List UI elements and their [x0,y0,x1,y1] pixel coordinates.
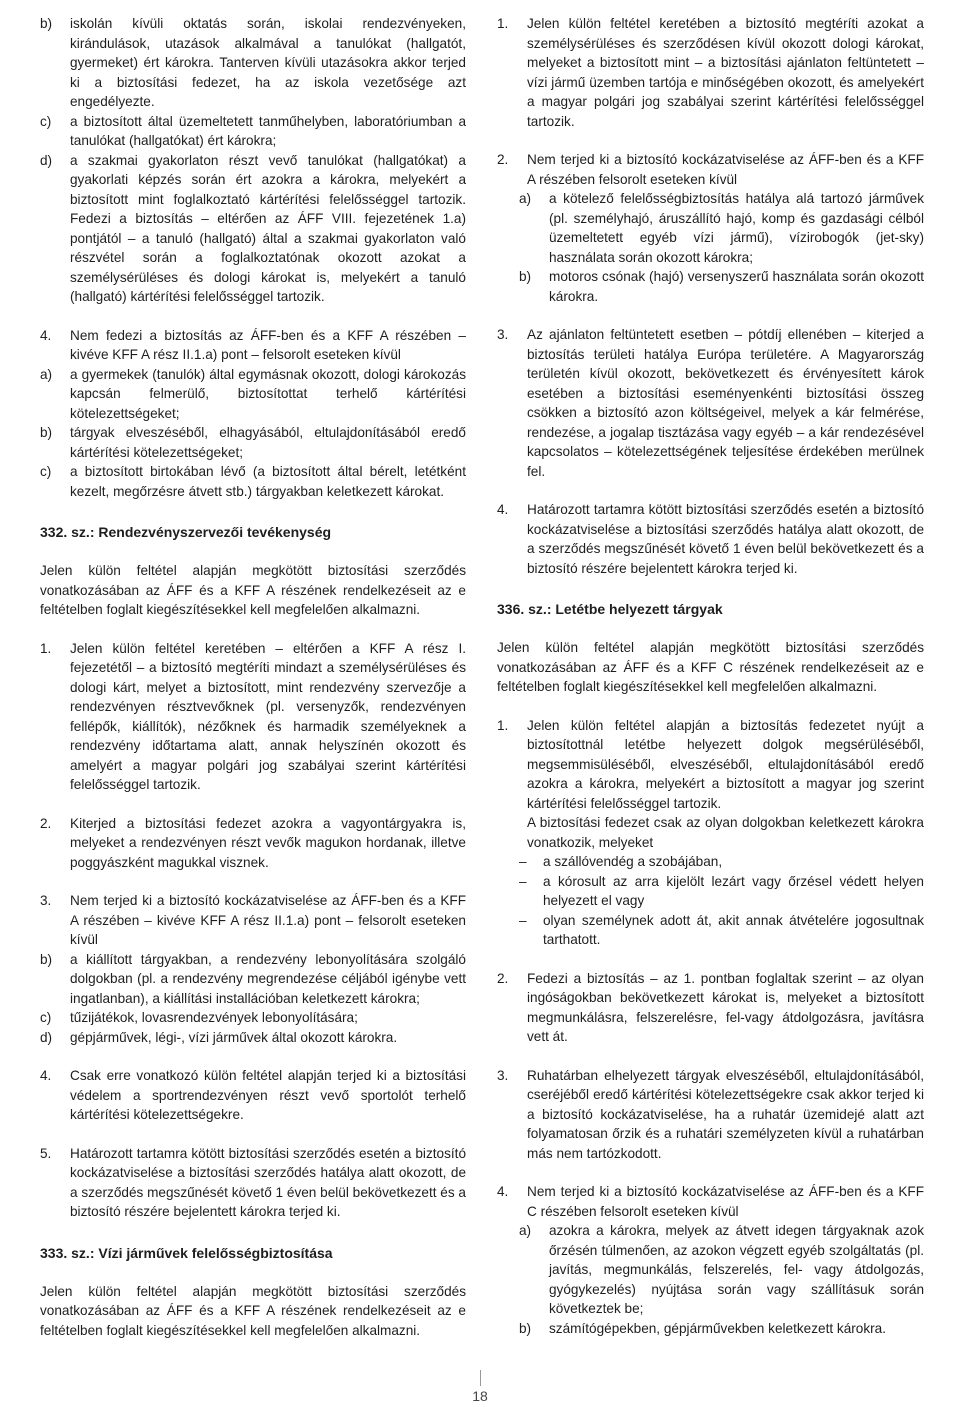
item-label: 4. [497,502,509,517]
list-item [40,151,466,307]
item-label: 2. [497,970,509,986]
item-text: gépjárművek, légi-, vízi járművek által okozott károkra. [70,1029,398,1045]
item-label: 5. [40,1145,52,1161]
item-text: tűzijátékok, lovasrendezvények lebonyolítására; [70,1010,358,1025]
item-label: b) [40,16,53,31]
item-label: 3. [40,893,52,908]
item-label: a) [519,191,532,206]
item-label: c) [40,464,52,479]
item-label: b) [519,269,532,284]
item-text: a szakmai gyakorlaton részt vevő tanulókat (hallgatókat) a gyakorlati képzés során ért azokra a károkra, melyekért a biztosított mint foglalkoztató kártérítési felelősséggel tartozik. Fedezi a biztosítás – eltérően az ÁFF VIII. fejezetének 1.a) pontjától – a tanuló (hallgató) által a szakmai gyakorlaton való részvétel során a foglalkoztatónak okozott azokat a személysérüléses és dologi károkat is, melyekért a tanuló (hallgató) kártérítési felelősséggel tartozik. [70,152,466,304]
list-item [40,423,466,462]
item-text: Csak erre vonatkozó külön feltétel alapján terjed ki a biztosítási védelem a sportrendezvényen részt vevő sportolót terhelő kártérítési kötelezettségekre. [70,1068,466,1122]
section-heading-332: 332. sz.: Rendezvényszervezői tevékenység [40,524,332,540]
item-text: a biztosított által üzemeltetett tanműhelyben, laboratóriumban a tanulókat (hallgatókat) ért károkra; [70,113,466,148]
item-label: 4. [497,1184,509,1199]
item-text: a kiállított tárgyakban, a rendezvény lebonyolítására szolgáló dolgokban (pl. a rendezvény megrendezése céljából igénybe vett ingatlanban), a kiállítási installációban keletkezett károkra; [70,951,466,1006]
list-item [497,14,924,131]
section-intro-333: Jelen külön feltétel alapján megkötött biztosítási szerződés vonatkozásában az ÁFF és a KFF A részének rendelkezéseit az e feltételben foglalt kiegészítésekkel kell megfelelően alkalmazni. [40,1283,466,1338]
dash-item [497,872,924,911]
item-text: Határozott tartamra kötött biztosítási szerződés esetén a biztosító kockázatviselése a biztosítási szerződés hatálya alatt okozott, de a szerződés megszűnését követő 1 éven belül bekövetkezett és a biztosító részére bejelentett károkra terjed ki. [70,1145,466,1219]
item-text: tárgyak elveszéséből, elhagyásából, eltulajdonításából eredő kártérítési kötelezettségeket; [70,425,466,460]
list-item [40,1144,466,1222]
item-text: Az ajánlaton feltüntetett esetben – pótdíj ellenében – kiterjed a biztosítás területi hatálya Európa területére. A Magyarország területén kívül okozott, bekövetkezett és érvényesített károk esetében a biztosítási eseményenkénti biztosítási összeg csökken a biztosító azon költségeivel, melyek a kár felmérése, rendezése, a jogalap tisztázása vagy egyéb – a kár rendezésével kapcsolatos – kötelezettségének teljesítése érdekében merülnek fel. [527,327,924,479]
right-column [497,14,924,1338]
item-text: olyan személynek adott át, akit annak átvételére jogosultnak tarthatott. [543,912,924,947]
item-text: Határozott tartamra kötött biztosítási szerződés esetén a biztosító kockázatviselése a biztosítási szerződés hatálya alatt okozott, de a szerződés megszűnését követő 1 éven belül bekövetkezett és a biztosító részére bejelentett károkra terjed ki. [527,502,924,576]
dash-label: – [519,912,527,928]
item-label: a) [40,366,53,382]
item-label: 3. [497,327,509,342]
item-text: a kötelező felelősségbiztosítás hatálya alá tartozó járművek (pl. személyhajó, áruszállító hajó, komp és gazdasági célból üzemeltetett egyéb vízi jármű), vízirobogók (jet-sky) használata során okozott károkra; [549,191,924,265]
item-label: b) [519,1320,532,1336]
item-label: 4. [40,327,52,343]
item-label: d) [40,1029,53,1045]
list-item [497,500,924,578]
item-text: Nem terjed ki a biztosító kockázatviselése az ÁFF-ben és a KFF A részében felsorolt eseteken kívül [527,152,924,187]
list-item [40,814,466,873]
item-text: Jelen külön feltétel keretében a biztosító megtéríti azokat a személysérüléses és szerződésen kívül okozott dologi károkat, melyeket a biztosított mint – a biztosítási ajánlaton feltüntetett – vízi jármű üzemben tartója e minőségében okozott, és amelyekért a magyar polgári jog szabályai szerint kártérítési felelősséggel tartozik. [527,16,924,129]
list-item [40,14,466,112]
item-text: a kórosult az arra kijelölt lezárt vagy őrzésel védett helyen helyezett el vagy [543,873,924,908]
page-divider [480,1370,481,1386]
dash-item [497,911,924,950]
list-item [497,1319,924,1339]
list-item [497,716,924,814]
list-item [40,112,466,151]
list-item [497,150,924,189]
dash-item [497,852,924,872]
list-item [40,1008,466,1028]
section-intro-336: Jelen külön feltétel alapján megkötött biztosítási szerződés vonatkozásában az ÁFF és a KFF C részének rendelkezéseit az e feltételben foglalt kiegészítésekkel kell megfelelően alkalmazni. [497,640,924,694]
item-text: azokra a károkra, melyek az átvett idegen tárgyaknak azok őrzésén túlmenően, az azokon végzett egyéb szolgáltatás (pl. javítás, megmunkálás, felszerelés, fel- vagy átdolgozás, gyógykezelés) nyújtása során vagy szállításuk során következtek be; [549,1223,924,1316]
item-text: Kiterjed a biztosítási fedezet azokra a vagyontárgyakra is, melyeket a rendezvényen részt vevők magukon hordanak, illetve poggyászként magukkal visznek. [70,815,466,870]
list-item [497,969,924,1047]
item-label: b) [40,951,53,967]
page-number: 18 [472,1388,488,1404]
item-text: motoros csónak (hajó) versenyszerű használata során okozott károkra. [549,269,924,304]
item-text: Ruhatárban elhelyezett tárgyak elveszéséből, eltulajdonításából, cseréjéből eredő kártérítési kötelezettségekre csak akkor terjed ki a biztosító kockázatviselése, ha a ruhatár üzemidejé alatt azt folyamatosan őrzik és a ruhatári személyzeten kívül a ruhatárban más nem tartózkodott. [527,1067,924,1161]
item-text: Nem fedezi a biztosítás az ÁFF-ben és a KFF A részében – kivéve KFF A rész II.1.a) pont – felsorolt eseteken kívül [70,327,466,362]
list-item [40,365,466,424]
item-text: Nem terjed ki a biztosító kockázatviselése az ÁFF-ben és a KFF A részében – kivéve KFF A rész II.1.a) pont – felsorolt eseteken kívül [70,893,466,947]
item-label: 1. [40,640,52,656]
list-item [40,462,466,501]
list-item [497,189,924,267]
item-text: Jelen külön feltétel alapján a biztosítás fedezetet nyújt a biztosítottnál letétbe helyezett dolgok megsérüléséből, megsemmisüléséből, elveszéséből, eltulajdonításából eredő azokra a károkra, melyekért a biztosított a magyar jog szerint kártérítési felelősséggel tartozik. [527,717,924,811]
item-label: 3. [497,1067,509,1083]
item-text: Jelen külön feltétel keretében – eltérően a KFF A rész I. fejezetétől – a biztosító megtéríti mindazt a személysérüléses és dologi kárt, melyet a biztosított, mint rendezvény szervezője a rendezvényen résztvevőknek (pl. versenyzők, rendezvényen fellépők, kiállítók), nézőknek és harmadik személyeknek a rendezvény időtartama alatt, annak helyszínén okozott és amelyért a magyar polgári jog szabályai szerint kártérítési felelősséggel tartozik. [70,640,466,792]
list-item [40,891,466,950]
list-item [497,1221,924,1319]
item-label: a) [519,1223,532,1238]
item-label: 1. [497,717,509,733]
section-heading-336: 336. sz.: Letétbe helyezett tárgyak [497,601,723,617]
item-text: Fedezi a biztosítás – az 1. pontban foglaltak szerint – az olyan ingóságokban bekövetkezett károkat is, melyeket a biztosított megmunkálásra, felszerelésre, fel-vagy átdolgozásra, javításra vett át. [527,970,924,1044]
item-text: a biztosított birtokában lévő (a biztosított által bérelt, letétként kezelt, megőrzésre átvett stb.) tárgyakban keletkezett károkat. [70,464,466,499]
section-intro-332: Jelen külön feltétel alapján megkötött biztosítási szerződés vonatkozásában az ÁFF és a KFF A részének rendelkezéseit az e feltételben foglalt kiegészítésekkel kell megfelelően alkalmazni. [40,563,466,617]
list-item [40,639,466,795]
item-text: Nem terjed ki a biztosító kockázatviselése az ÁFF-ben és a KFF C részében felsorolt eseteken kívül [527,1184,924,1219]
list-item [497,267,924,306]
list-item [497,325,924,481]
list-item [40,1028,466,1048]
list-item [497,1182,924,1221]
item-label: c) [40,113,52,129]
dash-label: – [519,854,527,869]
item-label: b) [40,425,53,440]
item-label: c) [40,1010,52,1025]
list-item [497,1066,924,1164]
item-text: a szállóvendég a szobájában, [543,854,723,869]
list-item [40,326,466,365]
dash-label: – [519,873,527,889]
item-label: 1. [497,16,509,31]
left-column [40,14,466,1340]
item-label: 2. [497,152,509,167]
list-item [40,1066,466,1125]
item-label: 4. [40,1068,52,1083]
section-heading-333: 333. sz.: Vízi járművek felelősségbiztosítása [40,1244,333,1261]
item-text: a gyermekek (tanulók) által egymásnak okozott, dologi károkozás kapcsán felmerülő, biztosítottat terhelő kártérítési kötelezettségeket; [70,366,466,421]
item-text: A biztosítási fedezet csak az olyan dolgokban keletkezett károkra vonatkozik, melyeket [527,815,924,850]
list-item [40,950,466,1009]
item-text: iskolán kívüli oktatás során, iskolai rendezvényeken, kirándulások, utazások alkalmával a tanulókat (hallgatót, gyermeket) ért károkra. Tanterven kívüli utazásokra akkor terjed ki a biztosítási fedezet, ha az iskola vezetősége azt engedélyezte. [70,16,466,109]
item-label: 2. [40,815,52,831]
list-item-continuation [497,813,924,852]
item-label: d) [40,152,53,168]
item-text: számítógépekben, gépjárművekben keletkezett károkra. [549,1320,887,1336]
